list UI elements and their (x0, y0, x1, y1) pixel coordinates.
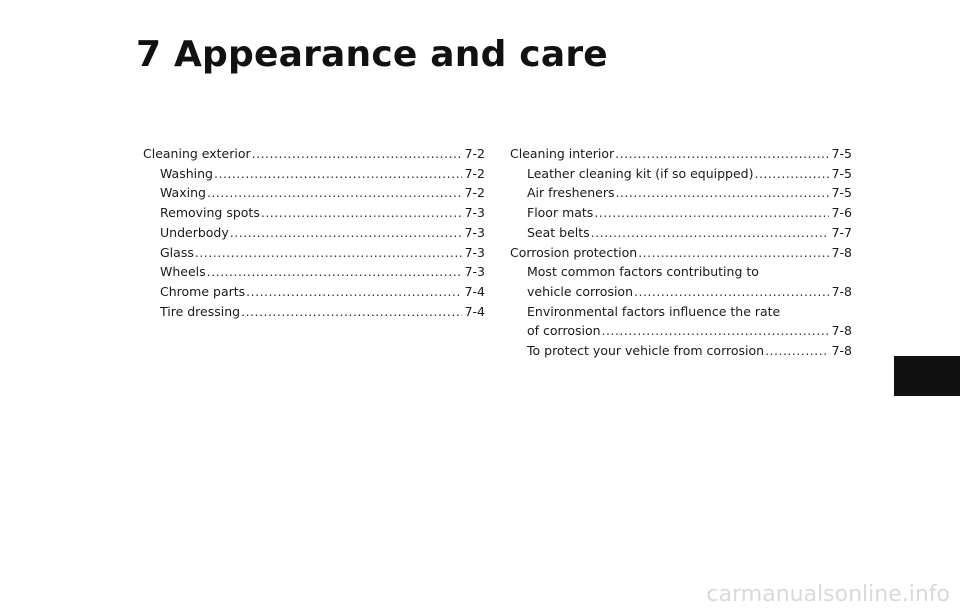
chapter-title: 7 Appearance and care (136, 34, 608, 75)
toc-leader-dots (765, 341, 829, 361)
toc-entry[interactable] (510, 164, 852, 184)
toc-leader-dots (214, 164, 462, 184)
toc-page-number: 7-8 (831, 323, 852, 339)
watermark: carmanualsonline.info (706, 582, 950, 607)
toc-entry-label: Cleaning exterior (143, 146, 251, 161)
toc-leader-dots (207, 183, 462, 203)
toc-entry-label: Tire dressing (160, 303, 241, 319)
toc-entry[interactable] (510, 302, 852, 341)
toc-entry[interactable] (143, 183, 485, 203)
toc-entry[interactable] (510, 223, 852, 243)
toc-entry[interactable] (143, 243, 485, 263)
toc-page-number: 7-8 (831, 244, 852, 260)
toc-leader-dots (754, 164, 828, 184)
toc-page-number: 7-3 (464, 205, 485, 221)
toc-page-number: 7-7 (831, 224, 852, 240)
toc-entry-label: Seat belts (527, 224, 590, 240)
toc-page-number: 7-5 (831, 146, 852, 161)
toc-leader-dots (207, 262, 462, 282)
toc-entry[interactable] (143, 164, 485, 184)
toc-column-left (143, 144, 485, 321)
toc-leader-dots (602, 321, 829, 341)
toc-entry[interactable] (510, 243, 852, 263)
toc-page-number: 7-6 (831, 205, 852, 221)
toc-entry-label: Removing spots (160, 205, 260, 221)
toc-entry-label: Washing (160, 165, 213, 181)
toc-entry-label: Most common factors contributing to (527, 264, 759, 280)
toc-entry-label: Cleaning interior (510, 146, 615, 161)
toc-page-number: 7-8 (831, 283, 852, 299)
toc-entry-label: vehicle corrosion (527, 283, 633, 299)
toc-leader-dots (615, 183, 828, 203)
toc-leader-dots (594, 203, 828, 223)
toc-page-number: 7-2 (464, 165, 485, 181)
toc-entry-label: Corrosion protection (510, 244, 638, 260)
toc-entry-label: of corrosion (527, 323, 601, 339)
toc-leader-dots (638, 243, 828, 263)
toc-entry[interactable] (510, 183, 852, 203)
toc-entry[interactable] (510, 262, 852, 301)
toc-leader-dots (246, 282, 461, 302)
toc-entry[interactable] (510, 144, 852, 164)
toc-page-number: 7-3 (464, 224, 485, 240)
toc-page-number: 7-5 (831, 165, 852, 181)
toc-leader-dots (615, 144, 828, 164)
toc-column-right (510, 144, 852, 361)
toc-entry-label: Leather cleaning kit (if so equipped) (527, 165, 754, 181)
toc-page-number: 7-8 (831, 343, 852, 359)
toc-entry[interactable] (143, 203, 485, 223)
toc-entry-label: Chrome parts (160, 283, 246, 299)
toc-entry-label: Wheels (160, 264, 206, 280)
chapter-thumb-tab (894, 356, 960, 396)
toc-entry-label: Floor mats (527, 205, 594, 221)
toc-entry[interactable] (510, 341, 852, 361)
toc-page-number: 7-5 (831, 185, 852, 201)
toc-entry[interactable] (143, 144, 485, 164)
toc-page-number: 7-4 (464, 283, 485, 299)
toc-leader-dots (591, 223, 829, 243)
toc-leader-dots (261, 203, 462, 223)
toc-leader-dots (230, 223, 462, 243)
toc-entry-label: Environmental factors influence the rate (527, 303, 781, 319)
toc-entry-label: Air fresheners (527, 185, 615, 201)
toc-leader-dots (252, 144, 462, 164)
toc-entry-label: Glass (160, 244, 194, 260)
toc-leader-dots (634, 282, 829, 302)
toc-entry-label: To protect your vehicle from corrosion (527, 343, 765, 359)
toc-page-number: 7-3 (464, 264, 485, 280)
toc-entry-label: Underbody (160, 224, 229, 240)
toc-entry-label: Waxing (160, 185, 206, 201)
toc-entry[interactable] (143, 302, 485, 322)
toc-entry[interactable] (143, 223, 485, 243)
toc-page-number: 7-2 (464, 146, 485, 161)
toc-leader-dots (195, 243, 462, 263)
toc-page-number: 7-4 (464, 303, 485, 319)
toc-entry[interactable] (143, 282, 485, 302)
toc-page-number: 7-3 (464, 244, 485, 260)
toc-leader-dots (241, 302, 461, 322)
toc-entry[interactable] (510, 203, 852, 223)
toc-page-number: 7-2 (464, 185, 485, 201)
toc-entry[interactable] (143, 262, 485, 282)
